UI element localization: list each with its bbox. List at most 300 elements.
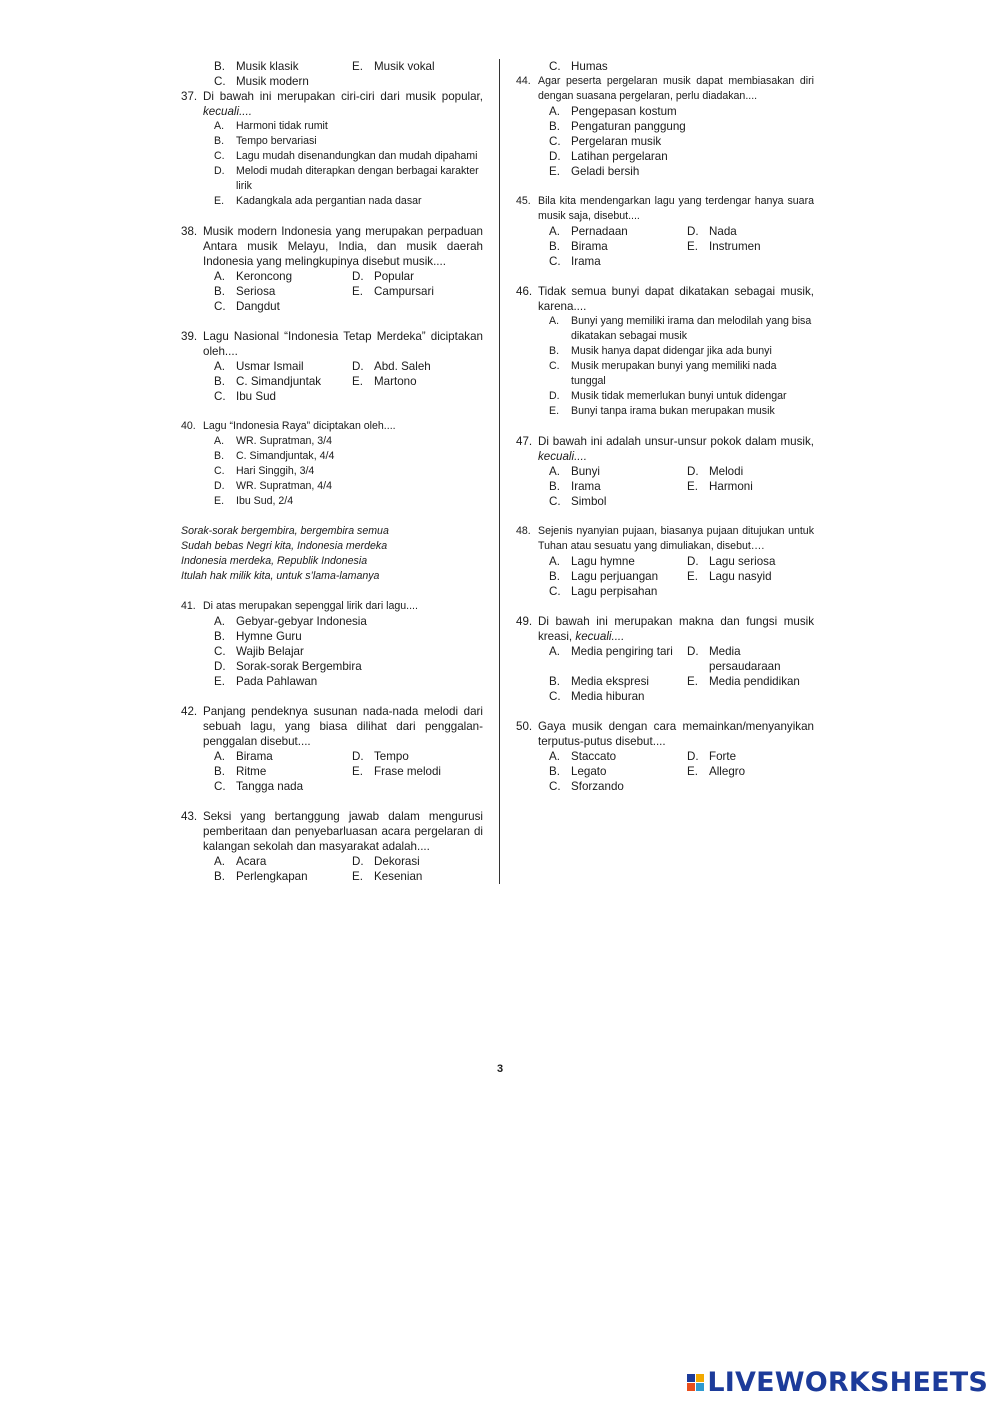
answer-option[interactable]: [214, 644, 483, 659]
question-text-body: Di atas merupakan sepenggal lirik dari lagu....: [203, 600, 418, 612]
question-number: 45.: [516, 195, 531, 207]
answer-option[interactable]: [549, 134, 814, 149]
question-stem: [516, 74, 814, 104]
option-list: [181, 614, 483, 689]
option-text: Kesenian: [374, 870, 423, 883]
option-letter: A.: [549, 105, 560, 118]
option-text: Staccato: [571, 750, 617, 763]
option-letter: D.: [687, 750, 699, 763]
option-text: Dekorasi: [374, 855, 420, 868]
answer-option[interactable]: [549, 164, 814, 179]
option-letter: E.: [214, 195, 225, 207]
option-text: Geladi bersih: [571, 165, 640, 178]
option-text: Harmoni: [709, 480, 753, 493]
question-text-body: Bila kita mendengarkan lagu yang terdengar hanya suara musik saja, disebut....: [538, 195, 814, 222]
option-letter: D.: [214, 660, 226, 673]
question-49: [516, 614, 814, 704]
question-text-body: Tidak semua bunyi dapat dikatakan sebagai musik, karena....: [538, 285, 814, 313]
question-text: [203, 89, 483, 119]
answer-option[interactable]: [687, 464, 814, 479]
option-text: Ibu Sud, 2/4: [236, 495, 294, 507]
option-list: [516, 314, 814, 419]
answer-option[interactable]: [549, 674, 687, 689]
answer-option[interactable]: [549, 149, 814, 164]
option-letter: A.: [214, 270, 225, 283]
option-letter: A.: [214, 360, 225, 373]
option-text: Lagu nasyid: [709, 570, 772, 583]
option-text: WR. Supratman, 4/4: [236, 480, 332, 492]
option-text: Lagu seriosa: [709, 555, 776, 568]
answer-option[interactable]: [549, 494, 687, 509]
option-text: Pada Pahlawan: [236, 675, 318, 688]
option-text: Allegro: [709, 765, 746, 778]
option-letter: B.: [214, 285, 225, 298]
option-text: Legato: [571, 765, 607, 778]
right-column: [516, 59, 814, 794]
answer-option[interactable]: [214, 434, 483, 449]
option-letter: E.: [214, 495, 225, 507]
answer-option[interactable]: [214, 164, 483, 194]
option-text: Pengepasan kostum: [571, 105, 677, 118]
option-text: Gebyar-gebyar Indonesia: [236, 615, 367, 628]
question-text: [203, 419, 483, 434]
grid-spacer: [352, 299, 483, 314]
answer-option[interactable]: [214, 134, 483, 149]
liveworksheets-logo-icon: [687, 1374, 704, 1391]
option-letter: E.: [687, 570, 698, 583]
option-text: Media ekspresi: [571, 675, 649, 688]
option-letter: D.: [687, 465, 699, 478]
option-letter: C.: [549, 585, 561, 598]
question-text-body: Gaya musik dengan cara memainkan/menyanyikan terputus-putus disebut....: [538, 720, 814, 748]
option-text: Usmar Ismail: [236, 360, 304, 373]
option-text: Musik vokal: [374, 60, 435, 73]
question-text-body: Di bawah ini merupakan makna dan fungsi musik kreasi,: [538, 615, 814, 643]
question-39: [181, 329, 483, 404]
option-text: Harmoni tidak rumit: [236, 120, 328, 132]
grid-spacer: [352, 74, 483, 89]
question-text: [538, 74, 814, 104]
grid-spacer: [352, 389, 483, 404]
question-text: [538, 524, 814, 554]
question-text: [203, 224, 483, 269]
left-column: [181, 59, 483, 884]
answer-option[interactable]: [214, 449, 483, 464]
question-stem: [516, 614, 814, 644]
option-text: Sorak-sorak Bergembira: [236, 660, 362, 673]
answer-option[interactable]: [352, 59, 483, 74]
lyric-line: Indonesia merdeka, Republik Indonesia: [181, 555, 368, 567]
option-letter: B.: [214, 630, 225, 643]
option-letter: C.: [214, 300, 226, 313]
question-41: [181, 599, 483, 689]
option-text: Acara: [236, 855, 267, 868]
option-text: Irama: [571, 255, 601, 268]
option-letter: E.: [352, 870, 363, 883]
answer-option[interactable]: [352, 269, 483, 284]
option-letter: A.: [549, 645, 560, 658]
option-text: Perlengkapan: [236, 870, 308, 883]
option-letter: D.: [549, 390, 560, 402]
question-stem: [181, 89, 483, 119]
option-letter: B.: [549, 675, 560, 688]
answer-option[interactable]: [549, 404, 814, 419]
option-text: Musik klasik: [236, 60, 299, 73]
option-text: Pernadaan: [571, 225, 628, 238]
question-47: [516, 434, 814, 509]
option-text: Bunyi: [571, 465, 601, 478]
option-letter: C.: [549, 780, 561, 793]
grid-spacer: [687, 779, 814, 794]
option-text: Lagu perjuangan: [571, 570, 659, 583]
option-grid: [516, 644, 814, 704]
option-grid: [516, 464, 814, 509]
question-number: 50.: [516, 720, 533, 733]
option-text: Pergelaran musik: [571, 135, 662, 148]
grid-spacer: [687, 584, 814, 599]
answer-option[interactable]: [549, 569, 687, 584]
option-text: Musik merupakan bunyi yang memiliki nada tunggal: [571, 360, 777, 387]
option-letter: C.: [214, 465, 225, 477]
answer-option[interactable]: [549, 779, 687, 794]
question-stem: [181, 704, 483, 749]
question-stem: [516, 284, 814, 314]
question-text-body: Seksi yang bertanggung jawab dalam mengurusi pemberitaan dan penyebarluasan acara pergelaran di kalangan sekolah dan masyarakat adalah....: [203, 810, 483, 853]
option-text: Bunyi yang memiliki irama dan melodilah yang bisa dikatakan sebagai musik: [571, 315, 812, 342]
option-letter: A.: [214, 435, 225, 447]
option-text: WR. Supratman, 3/4: [236, 435, 332, 447]
question-36-tail: [181, 59, 483, 89]
option-letter: B.: [549, 570, 560, 583]
answer-option[interactable]: [352, 374, 483, 389]
answer-option[interactable]: [549, 749, 687, 764]
option-text: Lagu hymne: [571, 555, 635, 568]
answer-option[interactable]: [214, 659, 483, 674]
option-letter: A.: [214, 120, 225, 132]
option-text: Frase melodi: [374, 765, 442, 778]
answer-option[interactable]: [214, 464, 483, 479]
option-text: Simbol: [571, 495, 607, 508]
question-text: [538, 284, 814, 314]
question-text: [203, 704, 483, 749]
answer-option[interactable]: [352, 749, 483, 764]
option-list: [181, 434, 483, 509]
option-text: C. Simandjuntak, 4/4: [236, 450, 335, 462]
question-46: [516, 284, 814, 419]
question-stem: [181, 224, 483, 269]
option-text: Sforzando: [571, 780, 624, 793]
option-text: Forte: [709, 750, 737, 763]
option-text: C. Simandjuntak: [236, 375, 322, 388]
option-letter: E.: [352, 375, 363, 388]
answer-option[interactable]: [214, 374, 352, 389]
option-text: Kadangkala ada pergantian nada dasar: [236, 195, 422, 207]
answer-option[interactable]: [687, 224, 814, 239]
question-text-body: Musik modern Indonesia yang merupakan perpaduan Antara musik Melayu, India, dan musik daerah Indonesia yang melingkupinya disebut musik....: [203, 225, 483, 268]
option-text: Pengaturan panggung: [571, 120, 686, 133]
answer-option[interactable]: [687, 764, 814, 779]
answer-option[interactable]: [214, 194, 483, 209]
question-stem: [516, 719, 814, 749]
option-text: Melodi mudah diterapkan dengan berbagai karakter lirik: [236, 165, 479, 192]
question-number: 48.: [516, 525, 531, 537]
question-text-body: Lagu “Indonesia Raya” diciptakan oleh....: [203, 420, 396, 432]
option-letter: C.: [549, 690, 561, 703]
option-letter: B.: [214, 765, 225, 778]
answer-option[interactable]: [549, 119, 814, 134]
question-number: 40.: [181, 420, 196, 432]
question-emphasis: kecuali....: [538, 450, 587, 463]
question-number: 38.: [181, 225, 198, 238]
answer-option[interactable]: [214, 74, 352, 89]
answer-option[interactable]: [687, 479, 814, 494]
question-44: [516, 74, 814, 179]
option-letter: E.: [352, 765, 363, 778]
answer-option[interactable]: [549, 479, 687, 494]
question-text: [203, 329, 483, 359]
question-emphasis: kecuali....: [203, 105, 252, 118]
answer-option[interactable]: [214, 494, 483, 509]
question-text-body: Di bawah ini merupakan ciri-ciri dari musik popular,: [203, 90, 483, 103]
option-letter: D.: [214, 480, 225, 492]
question-number: 49.: [516, 615, 533, 628]
option-letter: D.: [687, 645, 699, 658]
answer-option[interactable]: [549, 344, 814, 359]
option-text: Abd. Saleh: [374, 360, 431, 373]
question-number: 47.: [516, 435, 533, 448]
answer-option[interactable]: [549, 464, 687, 479]
option-text: Latihan pergelaran: [571, 150, 668, 163]
answer-option[interactable]: [549, 254, 687, 269]
option-letter: C.: [549, 255, 561, 268]
option-letter: B.: [549, 480, 560, 493]
question-number: 44.: [516, 75, 531, 87]
question-number: 41.: [181, 600, 196, 612]
option-letter: D.: [687, 555, 699, 568]
answer-option[interactable]: [214, 674, 483, 689]
option-letter: C.: [549, 135, 561, 148]
option-letter: C.: [549, 495, 561, 508]
option-letter: B.: [549, 345, 560, 357]
question-text-body: Di bawah ini adalah unsur-unsur pokok dalam musik,: [538, 435, 814, 448]
answer-option[interactable]: [687, 674, 814, 689]
answer-option[interactable]: [352, 359, 483, 374]
option-text: Dangdut: [236, 300, 280, 313]
question-stem: [516, 524, 814, 554]
option-text: Tempo bervariasi: [236, 135, 317, 147]
liveworksheets-brand: [687, 1367, 988, 1398]
option-letter: E.: [687, 675, 698, 688]
option-text: Hymne Guru: [236, 630, 302, 643]
option-letter: D.: [687, 225, 699, 238]
option-list: [516, 104, 814, 179]
answer-option[interactable]: [214, 854, 352, 869]
answer-option[interactable]: [214, 764, 352, 779]
answer-option[interactable]: [687, 569, 814, 584]
option-letter: B.: [214, 450, 225, 462]
question-50: [516, 719, 814, 794]
answer-option[interactable]: [549, 239, 687, 254]
option-text: Ritme: [236, 765, 267, 778]
answer-option[interactable]: [214, 59, 352, 74]
question-stem: [181, 599, 483, 614]
lyric-line: Sorak-sorak bergembira, bergembira semua: [181, 525, 389, 537]
question-43-tail: [516, 59, 814, 74]
option-letter: D.: [549, 150, 561, 163]
answer-option[interactable]: [214, 269, 352, 284]
option-letter: E.: [549, 165, 560, 178]
option-text: Media pengiring tari: [571, 645, 673, 658]
option-letter: C.: [214, 780, 226, 793]
answer-option[interactable]: [214, 389, 352, 404]
answer-option[interactable]: [549, 314, 814, 344]
question-text-body: Lagu Nasional “Indonesia Tetap Merdeka” diciptakan oleh....: [203, 330, 483, 358]
grid-spacer: [352, 779, 483, 794]
option-letter: E.: [352, 60, 363, 73]
answer-option[interactable]: [352, 854, 483, 869]
option-letter: A.: [549, 750, 560, 763]
option-letter: D.: [352, 360, 364, 373]
option-text: Seriosa: [236, 285, 276, 298]
answer-option[interactable]: [549, 104, 814, 119]
option-grid: [516, 554, 814, 599]
question-stem: [516, 194, 814, 224]
question-text: [538, 194, 814, 224]
answer-option[interactable]: [687, 239, 814, 254]
answer-option[interactable]: [214, 119, 483, 134]
question-emphasis: kecuali....: [575, 630, 625, 643]
question-stem: [181, 419, 483, 434]
answer-option[interactable]: [214, 779, 352, 794]
option-grid: [181, 854, 483, 884]
lyric-line: Sudah bebas Negri kita, Indonesia merdeka: [181, 540, 388, 552]
answer-option[interactable]: [687, 644, 814, 674]
answer-option[interactable]: [214, 749, 352, 764]
answer-option[interactable]: [549, 389, 814, 404]
answer-option[interactable]: [549, 59, 814, 74]
grid-spacer: [687, 254, 814, 269]
answer-option[interactable]: [549, 359, 814, 389]
grid-spacer: [687, 689, 814, 704]
option-letter: C.: [214, 75, 226, 88]
answer-option[interactable]: [214, 869, 352, 884]
column-divider: [499, 59, 500, 884]
question-43: [181, 809, 483, 884]
option-letter: D.: [214, 165, 225, 177]
option-text: Irama: [571, 480, 601, 493]
answer-option[interactable]: [214, 284, 352, 299]
option-text: Keroncong: [236, 270, 293, 283]
answer-option[interactable]: [352, 284, 483, 299]
option-text: Tempo: [374, 750, 409, 763]
question-48: [516, 524, 814, 599]
answer-option[interactable]: [214, 299, 352, 314]
option-text: Musik tidak memerlukan bunyi untuk didengar: [571, 390, 787, 402]
option-letter: A.: [214, 855, 225, 868]
answer-option[interactable]: [214, 614, 483, 629]
answer-option[interactable]: [687, 554, 814, 569]
answer-option[interactable]: [352, 764, 483, 779]
option-letter: A.: [549, 555, 560, 568]
question-text-body: Sejenis nyanyian pujaan, biasanya pujaan ditujukan untuk Tuhan atau sesuatu yang dimuliakan, disebut….: [538, 525, 814, 552]
question-number: 43.: [181, 810, 198, 823]
option-text: Bunyi tanpa irama bukan merupakan musik: [571, 405, 775, 417]
answer-option[interactable]: [549, 764, 687, 779]
answer-option[interactable]: [549, 689, 687, 704]
question-number: 37.: [181, 90, 198, 103]
option-letter: C.: [549, 60, 561, 73]
option-letter: B.: [549, 765, 560, 778]
option-list: [181, 119, 483, 209]
answer-option[interactable]: [214, 149, 483, 164]
option-text: Instrumen: [709, 240, 761, 253]
brand-name: LIVEWORKSHEETS: [707, 1367, 988, 1398]
question-40: [181, 419, 483, 509]
question-stem: [516, 434, 814, 464]
question-stem: [181, 329, 483, 359]
option-letter: D.: [352, 855, 364, 868]
option-letter: A.: [549, 225, 560, 238]
answer-option[interactable]: [549, 224, 687, 239]
option-text: Tangga nada: [236, 780, 304, 793]
answer-option[interactable]: [549, 584, 687, 599]
option-letter: E.: [687, 240, 698, 253]
option-text: Lagu mudah disenandungkan dan mudah dipahami: [236, 150, 478, 162]
option-letter: B.: [549, 120, 560, 133]
answer-option[interactable]: [214, 479, 483, 494]
question-42: [181, 704, 483, 794]
question-37: [181, 89, 483, 209]
option-list: [516, 59, 814, 74]
question-text: [538, 614, 814, 644]
option-letter: E.: [687, 480, 698, 493]
option-text: Hari Singgih, 3/4: [236, 465, 315, 477]
page-number: 3: [496, 1063, 504, 1075]
option-letter: D.: [352, 270, 364, 283]
answer-option[interactable]: [214, 629, 483, 644]
option-letter: B.: [214, 375, 225, 388]
option-letter: D.: [352, 750, 364, 763]
option-text: Campursari: [374, 285, 434, 298]
question-text: [203, 809, 483, 854]
option-letter: E.: [687, 765, 698, 778]
answer-option[interactable]: [352, 869, 483, 884]
option-text: Humas: [571, 60, 608, 73]
option-letter: B.: [214, 135, 225, 147]
question-text: [203, 599, 483, 614]
answer-option[interactable]: [549, 644, 687, 674]
answer-option[interactable]: [687, 749, 814, 764]
option-text: Lagu perpisahan: [571, 585, 658, 598]
option-grid: [181, 749, 483, 794]
option-grid: [516, 749, 814, 794]
question-text-body: Panjang pendeknya susunan nada-nada melodi dari sebuah lagu, yang biasa dilihat dari penggalan-penggalan disebut....: [203, 705, 483, 748]
option-text: Martono: [374, 375, 417, 388]
option-grid: [181, 59, 483, 89]
option-grid: [181, 269, 483, 314]
question-number: 42.: [181, 705, 198, 718]
question-text: [538, 434, 814, 464]
option-letter: B.: [549, 240, 560, 253]
answer-option[interactable]: [549, 554, 687, 569]
option-letter: C.: [214, 645, 226, 658]
option-letter: E.: [214, 675, 225, 688]
answer-option[interactable]: [214, 359, 352, 374]
option-letter: E.: [352, 285, 363, 298]
option-text: Ibu Sud: [236, 390, 276, 403]
grid-spacer: [687, 494, 814, 509]
option-grid: [181, 359, 483, 404]
